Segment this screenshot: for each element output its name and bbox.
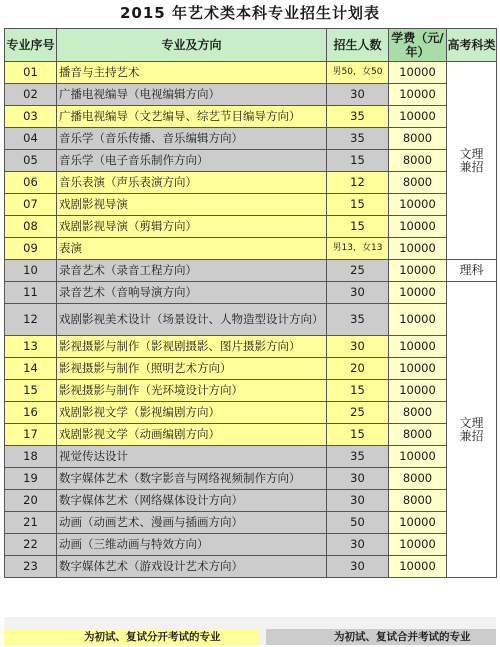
major-name-cell: 影视摄影与制作（照明艺术方向） (57, 358, 327, 380)
table-row (5, 534, 497, 556)
major-no-cell: 06 (5, 172, 57, 194)
major-name-cell: 动画（动画艺术、漫画与插画方向） (57, 512, 327, 534)
major-name-cell: 数字媒体艺术（数字影音与网络视频制作方向） (57, 468, 327, 490)
enrollment-count-cell: 男13，女13 (327, 238, 389, 260)
major-no-cell: 08 (5, 216, 57, 238)
table-header-row (5, 29, 497, 62)
enrollment-count-cell: 30 (327, 490, 389, 512)
major-no-cell: 15 (5, 380, 57, 402)
major-name-cell: 数字媒体艺术（游戏设计艺术方向） (57, 556, 327, 578)
enrollment-count-cell: 30 (327, 556, 389, 578)
table-row (5, 150, 497, 172)
enrollment-count-cell: 12 (327, 172, 389, 194)
tuition-cell: 10000 (389, 380, 447, 402)
enrollment-count-cell: 35 (327, 304, 389, 336)
enrollment-count-cell: 50 (327, 512, 389, 534)
exam-category-cell: 文理 兼招 (447, 282, 497, 578)
table-row (5, 260, 497, 282)
tuition-cell: 10000 (389, 106, 447, 128)
table-row (5, 106, 497, 128)
table-row (5, 84, 497, 106)
legend (4, 617, 496, 645)
enrollment-count-cell: 25 (327, 260, 389, 282)
header-major-name: 专业及方向 (57, 29, 327, 62)
major-no-cell: 04 (5, 128, 57, 150)
major-no-cell: 02 (5, 84, 57, 106)
tuition-cell: 10000 (389, 534, 447, 556)
enrollment-count-cell: 15 (327, 194, 389, 216)
enrollment-plan-table (4, 28, 497, 578)
major-no-cell: 22 (5, 534, 57, 556)
page-title: 2015 年艺术类本科专业招生计划表 (120, 4, 380, 22)
major-no-cell: 16 (5, 402, 57, 424)
tuition-cell: 8000 (389, 172, 447, 194)
enrollment-count-cell: 15 (327, 150, 389, 172)
table-row (5, 238, 497, 260)
table-row (5, 402, 497, 424)
major-no-cell: 17 (5, 424, 57, 446)
enrollment-count-cell: 35 (327, 106, 389, 128)
tuition-cell: 8000 (389, 424, 447, 446)
enrollment-count-cell: 30 (327, 282, 389, 304)
major-name-cell: 动画（三维动画与特效方向） (57, 534, 327, 556)
table-row (5, 556, 497, 578)
tuition-cell: 8000 (389, 128, 447, 150)
major-no-cell: 09 (5, 238, 57, 260)
tuition-cell: 10000 (389, 358, 447, 380)
major-name-cell: 表演 (57, 238, 327, 260)
major-name-cell: 视觉传达设计 (57, 446, 327, 468)
enrollment-count-cell: 15 (327, 216, 389, 238)
header-major-no: 专业序号 (5, 29, 57, 62)
tuition-cell: 10000 (389, 260, 447, 282)
tuition-cell: 10000 (389, 556, 447, 578)
major-name-cell: 数字媒体艺术（网络媒体设计方向） (57, 490, 327, 512)
enrollment-count-cell: 35 (327, 446, 389, 468)
enrollment-count-cell: 30 (327, 468, 389, 490)
tuition-cell: 8000 (389, 468, 447, 490)
major-no-cell: 18 (5, 446, 57, 468)
legend-yellow-label: 为初试、复试分开考试的专业 (84, 631, 221, 643)
tuition-cell: 10000 (389, 62, 447, 84)
enrollment-count-cell: 15 (327, 380, 389, 402)
tuition-cell: 10000 (389, 336, 447, 358)
tuition-cell: 8000 (389, 490, 447, 512)
major-no-cell: 21 (5, 512, 57, 534)
tuition-cell: 10000 (389, 512, 447, 534)
legend-gray-label: 为初试、复试合并考试的专业 (334, 631, 471, 643)
table-row (5, 128, 497, 150)
major-name-cell: 录音艺术（录音工程方向） (57, 260, 327, 282)
tuition-cell: 8000 (389, 150, 447, 172)
tuition-cell: 10000 (389, 446, 447, 468)
tuition-cell: 10000 (389, 194, 447, 216)
major-name-cell: 戏剧影视文学（动画编剧方向） (57, 424, 327, 446)
major-name-cell: 影视摄影与制作（影视剧摄影、图片摄影方向） (57, 336, 327, 358)
tuition-cell: 10000 (389, 216, 447, 238)
major-no-cell: 11 (5, 282, 57, 304)
header-exam-category: 高考科类 (447, 29, 497, 62)
major-no-cell: 01 (5, 62, 57, 84)
table-row (5, 490, 497, 512)
table-row (5, 380, 497, 402)
major-no-cell: 23 (5, 556, 57, 578)
table-row (5, 424, 497, 446)
table-row (5, 446, 497, 468)
enrollment-count-cell: 15 (327, 424, 389, 446)
major-name-cell: 广播电视编导（文艺编导、综艺节目编导方向） (57, 106, 327, 128)
header-tuition: 学费（元/年） (389, 29, 447, 62)
enrollment-count-cell: 35 (327, 128, 389, 150)
tuition-cell: 10000 (389, 282, 447, 304)
major-name-cell: 影视摄影与制作（光环境设计方向） (57, 380, 327, 402)
enrollment-count-cell: 30 (327, 534, 389, 556)
table-row (5, 304, 497, 336)
major-no-cell: 12 (5, 304, 57, 336)
major-no-cell: 13 (5, 336, 57, 358)
major-no-cell: 20 (5, 490, 57, 512)
major-no-cell: 03 (5, 106, 57, 128)
tuition-cell: 8000 (389, 402, 447, 424)
major-no-cell: 05 (5, 150, 57, 172)
enrollment-count-cell: 30 (327, 84, 389, 106)
enrollment-count-cell: 男50，女50 (327, 62, 389, 84)
major-name-cell: 录音艺术（音响导演方向） (57, 282, 327, 304)
major-name-cell: 戏剧影视导演（剪辑方向） (57, 216, 327, 238)
table-row (5, 62, 497, 84)
major-name-cell: 广播电视编导（电视编辑方向） (57, 84, 327, 106)
tuition-cell: 10000 (389, 84, 447, 106)
major-name-cell: 戏剧影视文学（影视编剧方向） (57, 402, 327, 424)
table-row (5, 172, 497, 194)
exam-category-cell: 文理 兼招 (447, 62, 497, 260)
tuition-cell: 10000 (389, 238, 447, 260)
table-row (5, 468, 497, 490)
table-row (5, 194, 497, 216)
enrollment-count-cell: 25 (327, 402, 389, 424)
table-row (5, 216, 497, 238)
major-no-cell: 07 (5, 194, 57, 216)
major-no-cell: 19 (5, 468, 57, 490)
header-enrollment-count: 招生人数 (327, 29, 389, 62)
major-name-cell: 戏剧影视导演 (57, 194, 327, 216)
table-row (5, 512, 497, 534)
table-row (5, 282, 497, 304)
major-no-cell: 10 (5, 260, 57, 282)
enrollment-count-cell: 30 (327, 336, 389, 358)
exam-category-cell: 理科 (447, 260, 497, 282)
major-name-cell: 音乐学（电子音乐制作方向） (57, 150, 327, 172)
major-name-cell: 播音与主持艺术 (57, 62, 327, 84)
major-name-cell: 戏剧影视美术设计（场景设计、人物造型设计方向） (57, 304, 327, 336)
major-name-cell: 音乐表演（声乐表演方向） (57, 172, 327, 194)
table-row (5, 336, 497, 358)
tuition-cell: 10000 (389, 304, 447, 336)
major-name-cell: 音乐学（音乐传播、音乐编辑方向） (57, 128, 327, 150)
major-no-cell: 14 (5, 358, 57, 380)
table-row (5, 358, 497, 380)
enrollment-count-cell: 20 (327, 358, 389, 380)
